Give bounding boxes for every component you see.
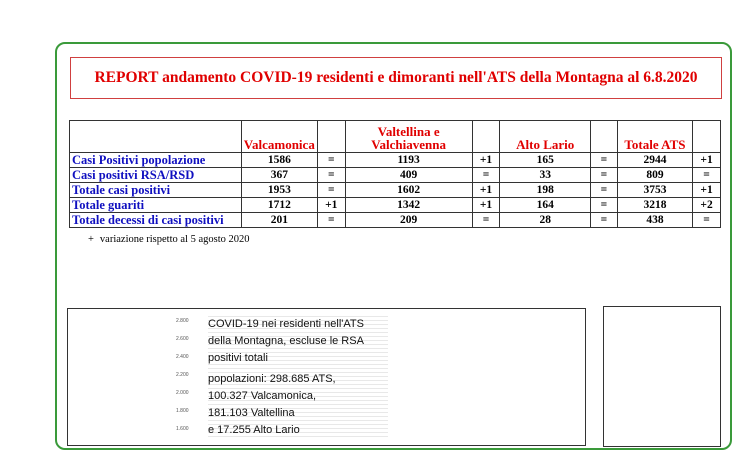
report-title: REPORT andamento COVID-19 residenti e dimoranti nell'ATS della Montagna al 6.8.2020 xyxy=(94,69,698,86)
caption-line: 100.327 Valcamonica, xyxy=(208,390,317,402)
header-totale-ats: Totale ATS xyxy=(617,121,692,153)
cell-change: +1 xyxy=(693,153,721,168)
caption-line: COVID-19 nei residenti nell'ATS xyxy=(208,318,364,330)
row-label: Casi positivi RSA/RSD xyxy=(70,168,242,183)
cell-change: +1 xyxy=(472,198,500,213)
tick-label: 1.600 xyxy=(176,426,189,432)
caption-line: positivi totali xyxy=(208,352,268,364)
cell-change: = xyxy=(590,198,617,213)
header-spacer xyxy=(590,121,617,153)
cell-change: = xyxy=(590,183,617,198)
covid-data-table xyxy=(69,120,721,228)
table-row xyxy=(70,213,721,228)
cell-value: 209 xyxy=(345,213,472,228)
cell-value: 809 xyxy=(617,168,692,183)
cell-value: 33 xyxy=(500,168,591,183)
cell-change: +1 xyxy=(317,198,345,213)
caption-line: e 17.255 Alto Lario xyxy=(208,424,300,436)
cell-change: +1 xyxy=(693,183,721,198)
row-label: Casi Positivi popolazione xyxy=(70,153,242,168)
cell-value: 1602 xyxy=(345,183,472,198)
cell-change: +1 xyxy=(472,153,500,168)
cell-value: 198 xyxy=(500,183,591,198)
cell-value: 438 xyxy=(617,213,692,228)
cell-value: 165 xyxy=(500,153,591,168)
cell-change: = xyxy=(317,213,345,228)
header-empty xyxy=(70,121,242,153)
header-valtellina: Valtellina e Valchiavenna xyxy=(345,121,472,153)
table-header-row xyxy=(70,121,721,153)
tick-label: 2.000 xyxy=(176,390,189,396)
cell-change: = xyxy=(590,213,617,228)
header-alto-lario: Alto Lario xyxy=(500,121,591,153)
tick-label: 1.800 xyxy=(176,408,189,414)
cell-value: 3218 xyxy=(617,198,692,213)
row-label: Totale decessi di casi positivi xyxy=(70,213,242,228)
cell-value: 2944 xyxy=(617,153,692,168)
header-spacer xyxy=(693,121,721,153)
cell-change: = xyxy=(317,183,345,198)
tick-label: 2.600 xyxy=(176,336,189,342)
header-valcamonica: Valcamonica xyxy=(241,121,317,153)
cell-change: = xyxy=(317,153,345,168)
cell-value: 28 xyxy=(500,213,591,228)
table-row xyxy=(70,153,721,168)
cell-value: 164 xyxy=(500,198,591,213)
row-label: Totale guariti xyxy=(70,198,242,213)
cell-value: 1193 xyxy=(345,153,472,168)
cell-change: = xyxy=(693,213,721,228)
table-row xyxy=(70,168,721,183)
cell-change: = xyxy=(317,168,345,183)
header-spacer xyxy=(472,121,500,153)
cell-value: 367 xyxy=(241,168,317,183)
cell-change: +1 xyxy=(472,183,500,198)
cell-value: 1953 xyxy=(241,183,317,198)
header-spacer xyxy=(317,121,345,153)
cell-value: 1712 xyxy=(241,198,317,213)
tick-label: 2.400 xyxy=(176,354,189,360)
cell-value: 3753 xyxy=(617,183,692,198)
cell-change: = xyxy=(590,153,617,168)
chart-caption xyxy=(208,316,388,439)
table-row xyxy=(70,198,721,213)
cell-change: = xyxy=(693,168,721,183)
cell-change: +2 xyxy=(693,198,721,213)
side-placeholder-box xyxy=(603,306,721,447)
caption-line: popolazioni: 298.685 ATS, xyxy=(208,373,336,385)
cell-change: = xyxy=(472,168,500,183)
cell-change: = xyxy=(472,213,500,228)
variation-note xyxy=(88,234,250,245)
row-label: Totale casi positivi xyxy=(70,183,242,198)
tick-label: 2.200 xyxy=(176,372,189,378)
report-title-box xyxy=(70,57,722,99)
cell-value: 409 xyxy=(345,168,472,183)
tick-label: 2.800 xyxy=(176,318,189,324)
caption-line: 181.103 Valtellina xyxy=(208,407,295,419)
table-row xyxy=(70,183,721,198)
note-symbol: + xyxy=(88,234,94,245)
cell-value: 201 xyxy=(241,213,317,228)
caption-line: della Montagna, escluse le RSA xyxy=(208,335,364,347)
cell-value: 1342 xyxy=(345,198,472,213)
note-text: variazione rispetto al 5 agosto 2020 xyxy=(99,234,250,245)
cell-value: 1586 xyxy=(241,153,317,168)
cell-change: = xyxy=(590,168,617,183)
